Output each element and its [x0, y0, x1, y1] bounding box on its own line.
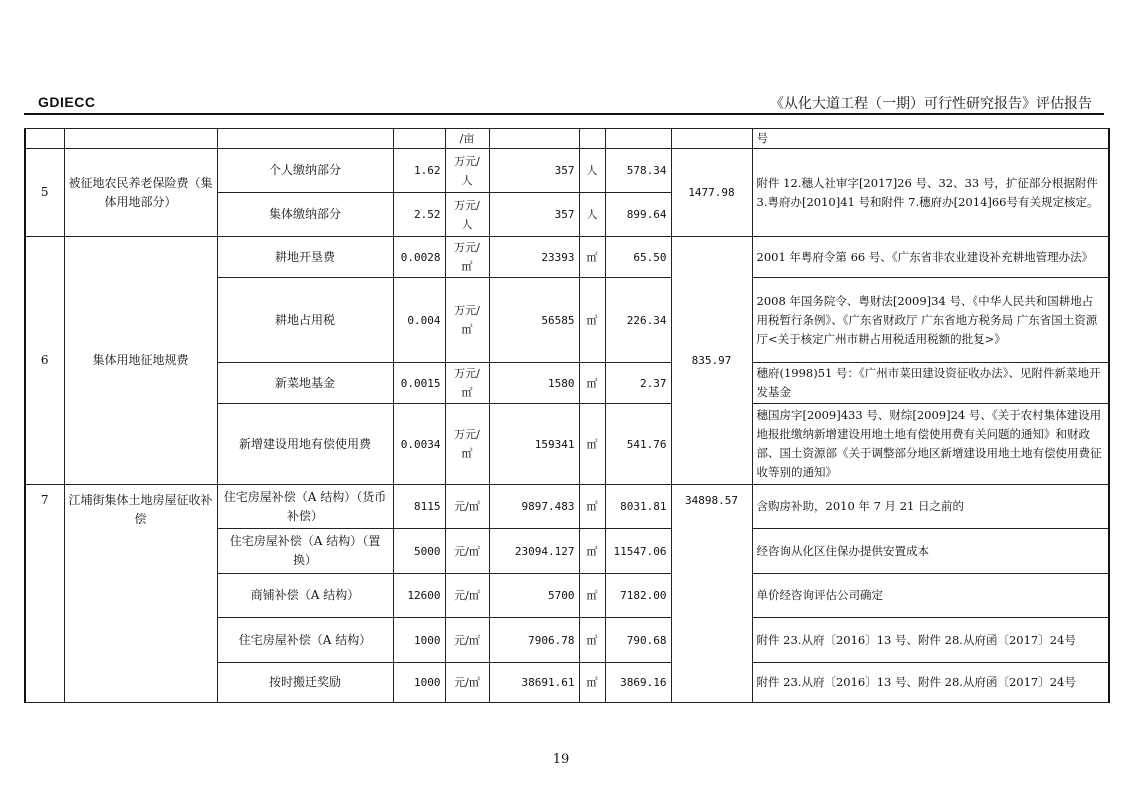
note-cell: 附件 12.穗人社审字[2017]26 号、32、33 号，扩征部分根据附件 3.粤府办[2010]41 号和附件 7.穗府办[2014]66号有关规定核定。 [752, 149, 1109, 237]
price-unit: 万元/㎡ [445, 404, 489, 485]
price-unit: 万元/人 [445, 149, 489, 193]
quantity-unit: ㎡ [579, 363, 605, 404]
quantity-unit: ㎡ [579, 404, 605, 485]
item-name: 新菜地基金 [217, 363, 393, 404]
item-name: 个人缴纳部分 [217, 149, 393, 193]
table-row [25, 149, 1109, 193]
quantity-unit: ㎡ [579, 237, 605, 278]
quantity-unit: ㎡ [579, 529, 605, 574]
quantity: 159341 [489, 404, 579, 485]
item-name: 商铺补偿（A 结构） [217, 574, 393, 618]
unit-price: 0.0015 [393, 363, 445, 404]
note-cell: 含购房补助，2010 年 7 月 21 日之前的 [752, 485, 1109, 529]
price-unit: 元/㎡ [445, 663, 489, 703]
item-name: 住宅房屋补偿（A 结构） [217, 618, 393, 663]
price-unit: 元/㎡ [445, 618, 489, 663]
page-number: 19 [552, 752, 570, 767]
item-name: 按时搬迁奖励 [217, 663, 393, 703]
category-cell: 集体用地征地规费 [64, 237, 217, 485]
report-title: 《从化大道工程（一期）可行性研究报告》评估报告 [770, 96, 1092, 112]
item-name: 住宅房屋补偿（A 结构）（货币补偿） [217, 485, 393, 529]
cost-table [24, 128, 1110, 703]
note-cell: 号 [752, 129, 1109, 149]
unit-price: 12600 [393, 574, 445, 618]
quantity: 5700 [489, 574, 579, 618]
category-cell: 被征地农民养老保险费（集体用地部分） [64, 149, 217, 237]
unit-price: 2.52 [393, 193, 445, 237]
row-number: 7 [25, 485, 64, 703]
org-name: GDIECC [38, 94, 96, 110]
amount: 899.64 [605, 193, 671, 237]
quantity: 56585 [489, 278, 579, 363]
unit-price: 0.004 [393, 278, 445, 363]
price-unit: 万元/㎡ [445, 363, 489, 404]
amount: 11547.06 [605, 529, 671, 574]
price-unit: 万元/㎡ [445, 278, 489, 363]
quantity: 357 [489, 149, 579, 193]
quantity: 38691.61 [489, 663, 579, 703]
amount: 790.68 [605, 618, 671, 663]
unit-cell: /亩 [445, 129, 489, 149]
quantity-unit: 人 [579, 193, 605, 237]
quantity-unit: 人 [579, 149, 605, 193]
item-name: 集体缴纳部分 [217, 193, 393, 237]
unit-price: 1.62 [393, 149, 445, 193]
table-row [25, 129, 1109, 149]
price-unit: 元/㎡ [445, 485, 489, 529]
note-cell: 经咨询从化区住保办提供安置成本 [752, 529, 1109, 574]
item-name: 新增建设用地有偿使用费 [217, 404, 393, 485]
amount: 65.50 [605, 237, 671, 278]
unit-price: 0.0034 [393, 404, 445, 485]
note-cell: 2008 年国务院令、粤财法[2009]34 号、《中华人民共和国耕地占用税暂行条例》、《广东省财政厅 广东省地方税务局 广东省国土资源厅<关于核定广州市耕占用税适用税额的批复>》 [752, 278, 1109, 363]
amount: 541.76 [605, 404, 671, 485]
amount: 8031.81 [605, 485, 671, 529]
note-cell: 单价经咨询评估公司确定 [752, 574, 1109, 618]
unit-price: 5000 [393, 529, 445, 574]
category-cell: 江埔街集体土地房屋征收补偿 [64, 485, 217, 703]
note-cell: 穗国房字[2009]433 号、财综[2009]24 号、《关于农村集体建设用地报批缴纳新增建设用地土地有偿使用费有关问题的通知》和财政部、国土资源部《关于调整部分地区新增建设用地土地有偿使用费征收等别的通知》 [752, 404, 1109, 485]
quantity: 9897.483 [489, 485, 579, 529]
quantity: 7906.78 [489, 618, 579, 663]
item-name: 耕地占用税 [217, 278, 393, 363]
note-cell: 穗府(1998)51 号：《广州市菜田建设资征收办法》、见附件新菜地开发基金 [752, 363, 1109, 404]
quantity-unit: ㎡ [579, 618, 605, 663]
item-name: 住宅房屋补偿（A 结构）（置换） [217, 529, 393, 574]
price-unit: 元/㎡ [445, 529, 489, 574]
quantity: 1580 [489, 363, 579, 404]
row-number: 6 [25, 237, 64, 485]
quantity-unit: ㎡ [579, 574, 605, 618]
item-name: 耕地开垦费 [217, 237, 393, 278]
quantity-unit: ㎡ [579, 278, 605, 363]
subtotal: 34898.57 [671, 485, 752, 703]
note-cell: 附件 23.从府〔2016〕13 号、附件 28.从府函〔2017〕24号 [752, 663, 1109, 703]
note-cell: 2001 年粤府令第 66 号、《广东省非农业建设补充耕地管理办法》 [752, 237, 1109, 278]
amount: 7182.00 [605, 574, 671, 618]
price-unit: 万元/人 [445, 193, 489, 237]
table-row [25, 485, 1109, 529]
quantity-unit: ㎡ [579, 663, 605, 703]
quantity: 357 [489, 193, 579, 237]
subtotal: 1477.98 [671, 149, 752, 237]
quantity: 23094.127 [489, 529, 579, 574]
header-rule [24, 113, 1104, 115]
unit-price: 8115 [393, 485, 445, 529]
table-row [25, 237, 1109, 278]
unit-price: 0.0028 [393, 237, 445, 278]
amount: 2.37 [605, 363, 671, 404]
amount: 3869.16 [605, 663, 671, 703]
amount: 226.34 [605, 278, 671, 363]
unit-price: 1000 [393, 618, 445, 663]
quantity-unit: ㎡ [579, 485, 605, 529]
price-unit: 万元/㎡ [445, 237, 489, 278]
subtotal: 835.97 [671, 237, 752, 485]
quantity: 23393 [489, 237, 579, 278]
unit-price: 1000 [393, 663, 445, 703]
row-number: 5 [25, 149, 64, 237]
price-unit: 元/㎡ [445, 574, 489, 618]
amount: 578.34 [605, 149, 671, 193]
note-cell: 附件 23.从府〔2016〕13 号、附件 28.从府函〔2017〕24号 [752, 618, 1109, 663]
